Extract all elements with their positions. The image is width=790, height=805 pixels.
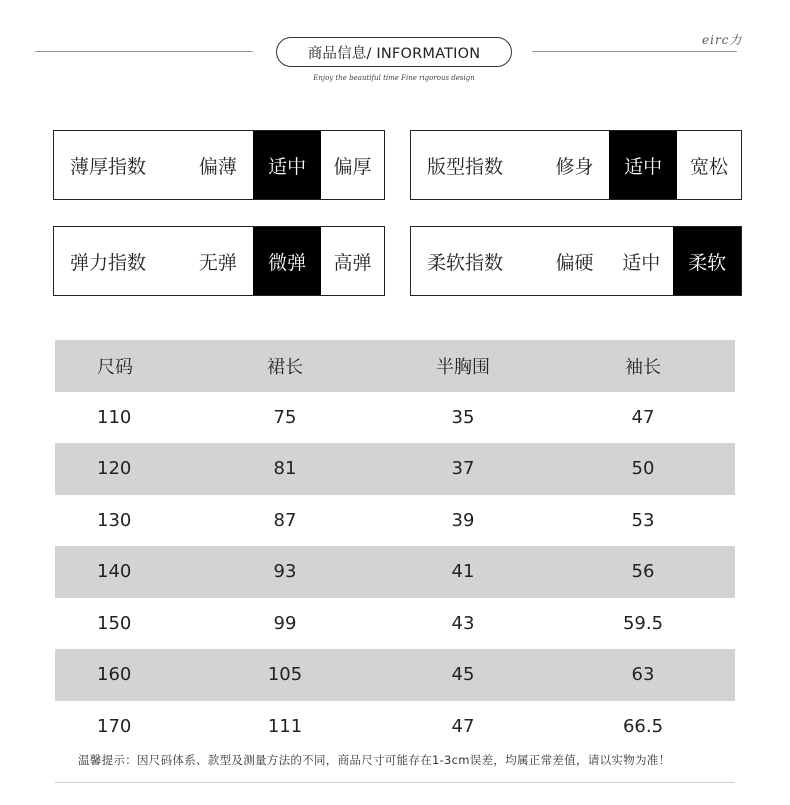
- index-option-selected: 适中: [609, 131, 677, 199]
- size-note: 温馨提示：因尺码体系、款型及测量方法的不同，商品尺寸可能存在1-3cm误差，均属正常差值，请以实物为准！: [78, 753, 671, 767]
- cell-size: 110: [97, 406, 132, 428]
- cell-chest: 45: [451, 664, 475, 686]
- table-row: [55, 598, 735, 650]
- index-option: 宽松: [690, 155, 729, 178]
- cell-chest: 41: [451, 561, 475, 583]
- cell-length: 87: [273, 509, 297, 531]
- index-option-selected: 微弹: [253, 227, 321, 295]
- index-name: 弹力指数: [70, 251, 147, 274]
- index-softness: [410, 226, 742, 296]
- cell-sleeve: 66.5: [622, 715, 664, 737]
- index-option: 偏硬: [555, 251, 594, 274]
- cell-size: 150: [97, 612, 132, 634]
- index-name: 柔软指数: [427, 251, 504, 274]
- bottom-rule: [55, 782, 735, 783]
- info-title: 商品信息/ INFORMATION: [276, 37, 512, 67]
- header-rule-left: [35, 51, 253, 52]
- index-option: 适中: [622, 251, 661, 274]
- column-header: 尺码: [97, 356, 133, 378]
- cell-length: 105: [267, 664, 303, 686]
- index-elasticity: [53, 226, 385, 296]
- cell-sleeve: 56: [631, 561, 655, 583]
- index-name: 版型指数: [427, 155, 504, 178]
- brand-logo: eirc力: [702, 33, 743, 47]
- table-row: [55, 649, 735, 701]
- index-option: 偏薄: [198, 155, 237, 178]
- index-fit: [410, 130, 742, 200]
- column-header: 半胸围: [436, 356, 490, 378]
- cell-chest: 35: [451, 406, 475, 428]
- index-name: 薄厚指数: [70, 155, 147, 178]
- cell-size: 170: [97, 715, 132, 737]
- cell-sleeve: 47: [631, 406, 655, 428]
- table-row: [55, 495, 735, 547]
- table-header: [55, 340, 735, 392]
- cell-chest: 47: [451, 715, 475, 737]
- table-row: [55, 546, 735, 598]
- table-row: [55, 701, 735, 753]
- cell-size: 140: [97, 561, 132, 583]
- table-row: [55, 392, 735, 444]
- cell-size: 130: [97, 509, 132, 531]
- index-option: 无弹: [198, 251, 237, 274]
- cell-sleeve: 53: [631, 509, 655, 531]
- cell-chest: 39: [451, 509, 475, 531]
- index-option: 偏厚: [333, 155, 372, 178]
- column-header: 裙长: [267, 356, 303, 378]
- cell-length: 93: [273, 561, 297, 583]
- cell-sleeve: 50: [631, 458, 655, 480]
- cell-length: 75: [273, 406, 297, 428]
- header-rule-right: [532, 51, 737, 52]
- column-header: 袖长: [625, 356, 661, 378]
- cell-chest: 37: [451, 458, 475, 480]
- index-option-selected: 适中: [253, 131, 321, 199]
- cell-length: 111: [267, 715, 303, 737]
- index-thickness: [53, 130, 385, 200]
- cell-chest: 43: [451, 612, 475, 634]
- index-option: 修身: [555, 155, 594, 178]
- index-option-selected: 柔软: [673, 227, 741, 295]
- table-row: [55, 443, 735, 495]
- index-option: 高弹: [333, 251, 372, 274]
- cell-size: 160: [97, 664, 132, 686]
- cell-length: 99: [273, 612, 297, 634]
- size-table: [55, 340, 735, 752]
- cell-sleeve: 63: [631, 664, 655, 686]
- info-subtitle: Enjoy the beautiful time Fine rigorous design: [313, 74, 475, 82]
- cell-size: 120: [97, 458, 132, 480]
- cell-sleeve: 59.5: [622, 612, 664, 634]
- cell-length: 81: [273, 458, 297, 480]
